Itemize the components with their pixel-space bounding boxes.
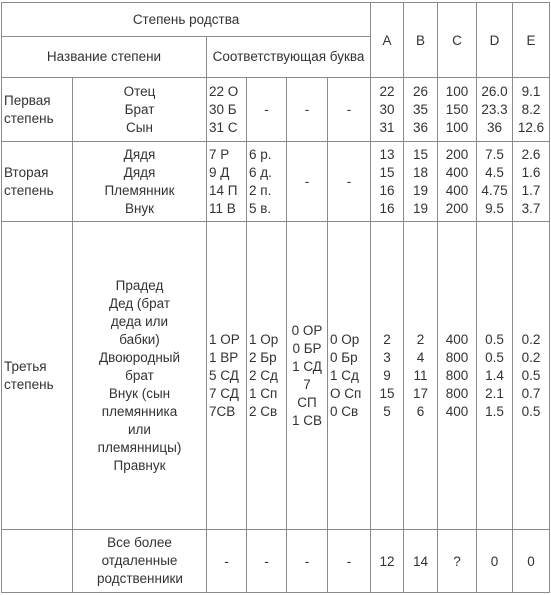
letters-third-col3: 0 ОР 0 БР 1 СД 7 СП 1 СВ — [287, 222, 328, 530]
letters-second-col3: - — [287, 142, 328, 222]
relatives-third: Прадед Дед (брат деда или бабки) Двоюродный брат Внук (сын племянника или племянницы) Правнук — [73, 222, 207, 530]
values-distant-b: 14 — [404, 530, 438, 593]
degree-name-distant — [2, 530, 73, 593]
header-col-c: C — [438, 3, 477, 78]
degree-name-third: Третья степень — [2, 222, 73, 530]
row-distant-relatives — [2, 530, 550, 593]
header-degree-of-kinship: Степень родства — [2, 3, 371, 37]
values-third-d: 0.5 0.5 1.4 2.1 1.5 — [477, 222, 513, 530]
values-first-d: 26.0 23.3 36 — [477, 78, 513, 142]
letters-second-col1: 7 Р 9 Д 14 П 11 В — [207, 142, 247, 222]
values-second-a: 13 15 16 16 — [371, 142, 404, 222]
relatives-second: Дядя Дядя Племянник Внук — [73, 142, 207, 222]
letters-distant-col1: - — [207, 530, 247, 593]
letters-first-col4: - — [328, 78, 371, 142]
values-first-b: 26 35 36 — [404, 78, 438, 142]
header-col-a: A — [371, 3, 404, 78]
values-third-b: 2 4 11 17 6 — [404, 222, 438, 530]
letters-distant-col3: - — [287, 530, 328, 593]
header-col-d: D — [477, 3, 513, 78]
values-second-d: 7.5 4.5 4.75 9.5 — [477, 142, 513, 222]
letters-distant-col4: - — [328, 530, 371, 593]
values-first-c: 100 150 100 — [438, 78, 477, 142]
letters-second-col2: 6 р. 6 д. 2 п. 5 в. — [247, 142, 287, 222]
row-second-degree — [2, 142, 550, 222]
letters-third-col1: 1 ОР 1 ВР 5 СД 7 СД 7СВ — [207, 222, 247, 530]
values-first-e: 9.1 8.2 12.6 — [513, 78, 550, 142]
kinship-table — [1, 2, 550, 593]
header-col-b: B — [404, 3, 438, 78]
relatives-distant: Все более отдаленные родственники — [73, 530, 207, 593]
letters-distant-col2: - — [247, 530, 287, 593]
values-third-a: 2 3 9 15 5 — [371, 222, 404, 530]
header-col-e: E — [513, 3, 550, 78]
header-corresponding-letter: Соответствующая буква — [207, 37, 371, 78]
values-first-a: 22 30 31 — [371, 78, 404, 142]
letters-first-col1: 22 О 30 Б 31 С — [207, 78, 247, 142]
letters-third-col2: 1 Ор 2 Бр 2 Сд 1 Сп 2 Св — [247, 222, 287, 530]
values-third-e: 0.2 0.2 0.5 0.7 0.5 — [513, 222, 550, 530]
row-first-degree — [2, 78, 550, 142]
letters-second-col4: - — [328, 142, 371, 222]
values-third-c: 400 800 800 800 400 — [438, 222, 477, 530]
values-distant-e: 0 — [513, 530, 550, 593]
degree-name-first: Первая степень — [2, 78, 73, 142]
values-distant-a: 12 — [371, 530, 404, 593]
values-second-e: 2.6 1.6 1.7 3.7 — [513, 142, 550, 222]
relatives-first: Отец Брат Сын — [73, 78, 207, 142]
letters-first-col2: - — [247, 78, 287, 142]
values-distant-c: ? — [438, 530, 477, 593]
letters-third-col4: 0 Ор 0 Бр 1 Сд О Сп 0 Св — [328, 222, 371, 530]
values-second-c: 200 400 400 200 — [438, 142, 477, 222]
values-second-b: 15 18 19 19 — [404, 142, 438, 222]
degree-name-second: Вторая степень — [2, 142, 73, 222]
letters-first-col3: - — [287, 78, 328, 142]
row-third-degree — [2, 222, 550, 530]
header-degree-name: Название степени — [2, 37, 207, 78]
values-distant-d: 0 — [477, 530, 513, 593]
